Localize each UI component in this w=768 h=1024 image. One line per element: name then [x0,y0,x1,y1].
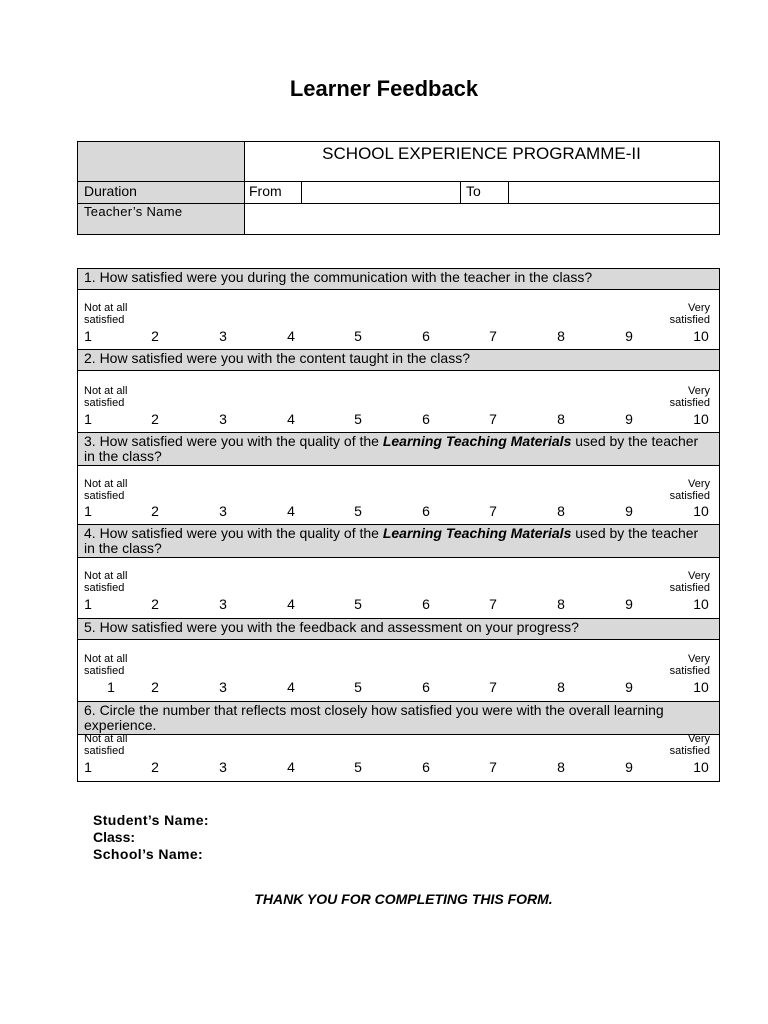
programme-header-table [77,141,720,235]
rating-option-2[interactable]: 2 [151,328,159,344]
rating-option-8[interactable]: 8 [557,411,565,427]
from-field[interactable] [302,182,460,203]
from-label: From [249,183,282,199]
rating-option-10[interactable]: 10 [693,596,709,612]
rating-option-1[interactable]: 1 [84,503,92,519]
scale-low-label: Not at all satisfied [84,385,128,409]
header-blank-cell [78,142,244,181]
rating-option-7[interactable]: 7 [489,759,497,775]
to-field[interactable] [509,182,719,203]
rating-option-10[interactable]: 10 [693,759,709,775]
rating-option-8[interactable]: 8 [557,596,565,612]
student-name-label: Student’s Name: [93,812,209,828]
rating-option-10[interactable]: 10 [693,411,709,427]
rating-option-9[interactable]: 9 [625,328,633,344]
scale-high-label: Very satisfied [669,653,710,677]
rating-option-9[interactable]: 9 [625,411,633,427]
rating-option-4[interactable]: 4 [287,328,295,344]
scale-high-label: Very satisfied [669,385,710,409]
rating-option-8[interactable]: 8 [557,503,565,519]
question-text: 5. How satisfied were you with the feedback and assessment on your progress? [78,619,719,639]
scale-high-label: Very satisfied [669,733,710,757]
question-text: 1. How satisfied were you during the communication with the teacher in the class? [78,269,719,289]
rating-option-4[interactable]: 4 [287,759,295,775]
rating-option-7[interactable]: 7 [489,328,497,344]
programme-title: SCHOOL EXPERIENCE PROGRAMME-II [322,144,641,163]
page-title: Learner Feedback [289,76,479,101]
duration-label: Duration [78,182,244,203]
rating-option-9[interactable]: 9 [625,759,633,775]
rating-option-3[interactable]: 3 [219,411,227,427]
rating-option-1[interactable]: 1 [84,596,92,612]
rating-option-2[interactable]: 2 [151,679,159,695]
question-text: 3. How satisfied were you with the quality of the Learning Teaching Materials used by the teacher in the class? [78,433,719,465]
question-text: 2. How satisfied were you with the content taught in the class? [78,350,719,370]
rating-option-1[interactable]: 1 [84,328,92,344]
question-text: 4. How satisfied were you with the quality of the Learning Teaching Materials used by the teacher in the class? [78,525,719,557]
rating-option-3[interactable]: 3 [219,679,227,695]
school-name-label: School’s Name: [93,846,204,862]
class-label: Class: [93,829,136,845]
scale-low-label: Not at all satisfied [84,733,128,757]
rating-option-9[interactable]: 9 [625,679,633,695]
rating-option-9[interactable]: 9 [625,503,633,519]
rating-option-1[interactable]: 1 [107,679,115,695]
rating-option-5[interactable]: 5 [354,679,362,695]
scale-low-label: Not at all satisfied [84,653,128,677]
rating-option-10[interactable]: 10 [693,328,709,344]
teacher-name-field[interactable] [245,204,719,234]
rating-option-4[interactable]: 4 [287,679,295,695]
rating-option-5[interactable]: 5 [354,411,362,427]
questions-table [77,268,720,782]
rating-option-6[interactable]: 6 [422,759,430,775]
rating-option-8[interactable]: 8 [557,679,565,695]
thank-you-note: THANK YOU FOR COMPLETING THIS FORM. [254,891,553,907]
scale-low-label: Not at all satisfied [84,570,128,594]
rating-option-3[interactable]: 3 [219,759,227,775]
rating-option-4[interactable]: 4 [287,411,295,427]
rating-option-8[interactable]: 8 [557,328,565,344]
scale-high-label: Very satisfied [669,570,710,594]
rating-option-1[interactable]: 1 [84,411,92,427]
rating-option-6[interactable]: 6 [422,679,430,695]
rating-option-4[interactable]: 4 [287,596,295,612]
rating-option-3[interactable]: 3 [219,503,227,519]
rating-option-3[interactable]: 3 [219,596,227,612]
rating-option-5[interactable]: 5 [354,328,362,344]
scale-low-label: Not at all satisfied [84,302,128,326]
question-text: 6. Circle the number that reflects most closely how satisfied you were with the overall learning experience. [78,702,719,734]
to-label: To [466,183,481,199]
rating-option-5[interactable]: 5 [354,596,362,612]
rating-option-10[interactable]: 10 [693,679,709,695]
rating-option-1[interactable]: 1 [84,759,92,775]
scale-high-label: Very satisfied [669,302,710,326]
rating-option-6[interactable]: 6 [422,503,430,519]
teacher-name-label: Teacher’s Name [78,204,244,234]
scale-low-label: Not at all satisfied [84,478,128,502]
rating-option-2[interactable]: 2 [151,411,159,427]
rating-option-6[interactable]: 6 [422,411,430,427]
rating-option-4[interactable]: 4 [287,503,295,519]
rating-option-7[interactable]: 7 [489,411,497,427]
rating-option-3[interactable]: 3 [219,328,227,344]
rating-option-9[interactable]: 9 [625,596,633,612]
rating-option-10[interactable]: 10 [693,503,709,519]
rating-option-8[interactable]: 8 [557,759,565,775]
rating-option-2[interactable]: 2 [151,503,159,519]
scale-high-label: Very satisfied [669,478,710,502]
rating-option-7[interactable]: 7 [489,596,497,612]
rating-option-5[interactable]: 5 [354,503,362,519]
rating-option-6[interactable]: 6 [422,596,430,612]
rating-option-7[interactable]: 7 [489,679,497,695]
rating-option-6[interactable]: 6 [422,328,430,344]
rating-option-5[interactable]: 5 [354,759,362,775]
rating-option-2[interactable]: 2 [151,596,159,612]
rating-option-7[interactable]: 7 [489,503,497,519]
rating-option-2[interactable]: 2 [151,759,159,775]
